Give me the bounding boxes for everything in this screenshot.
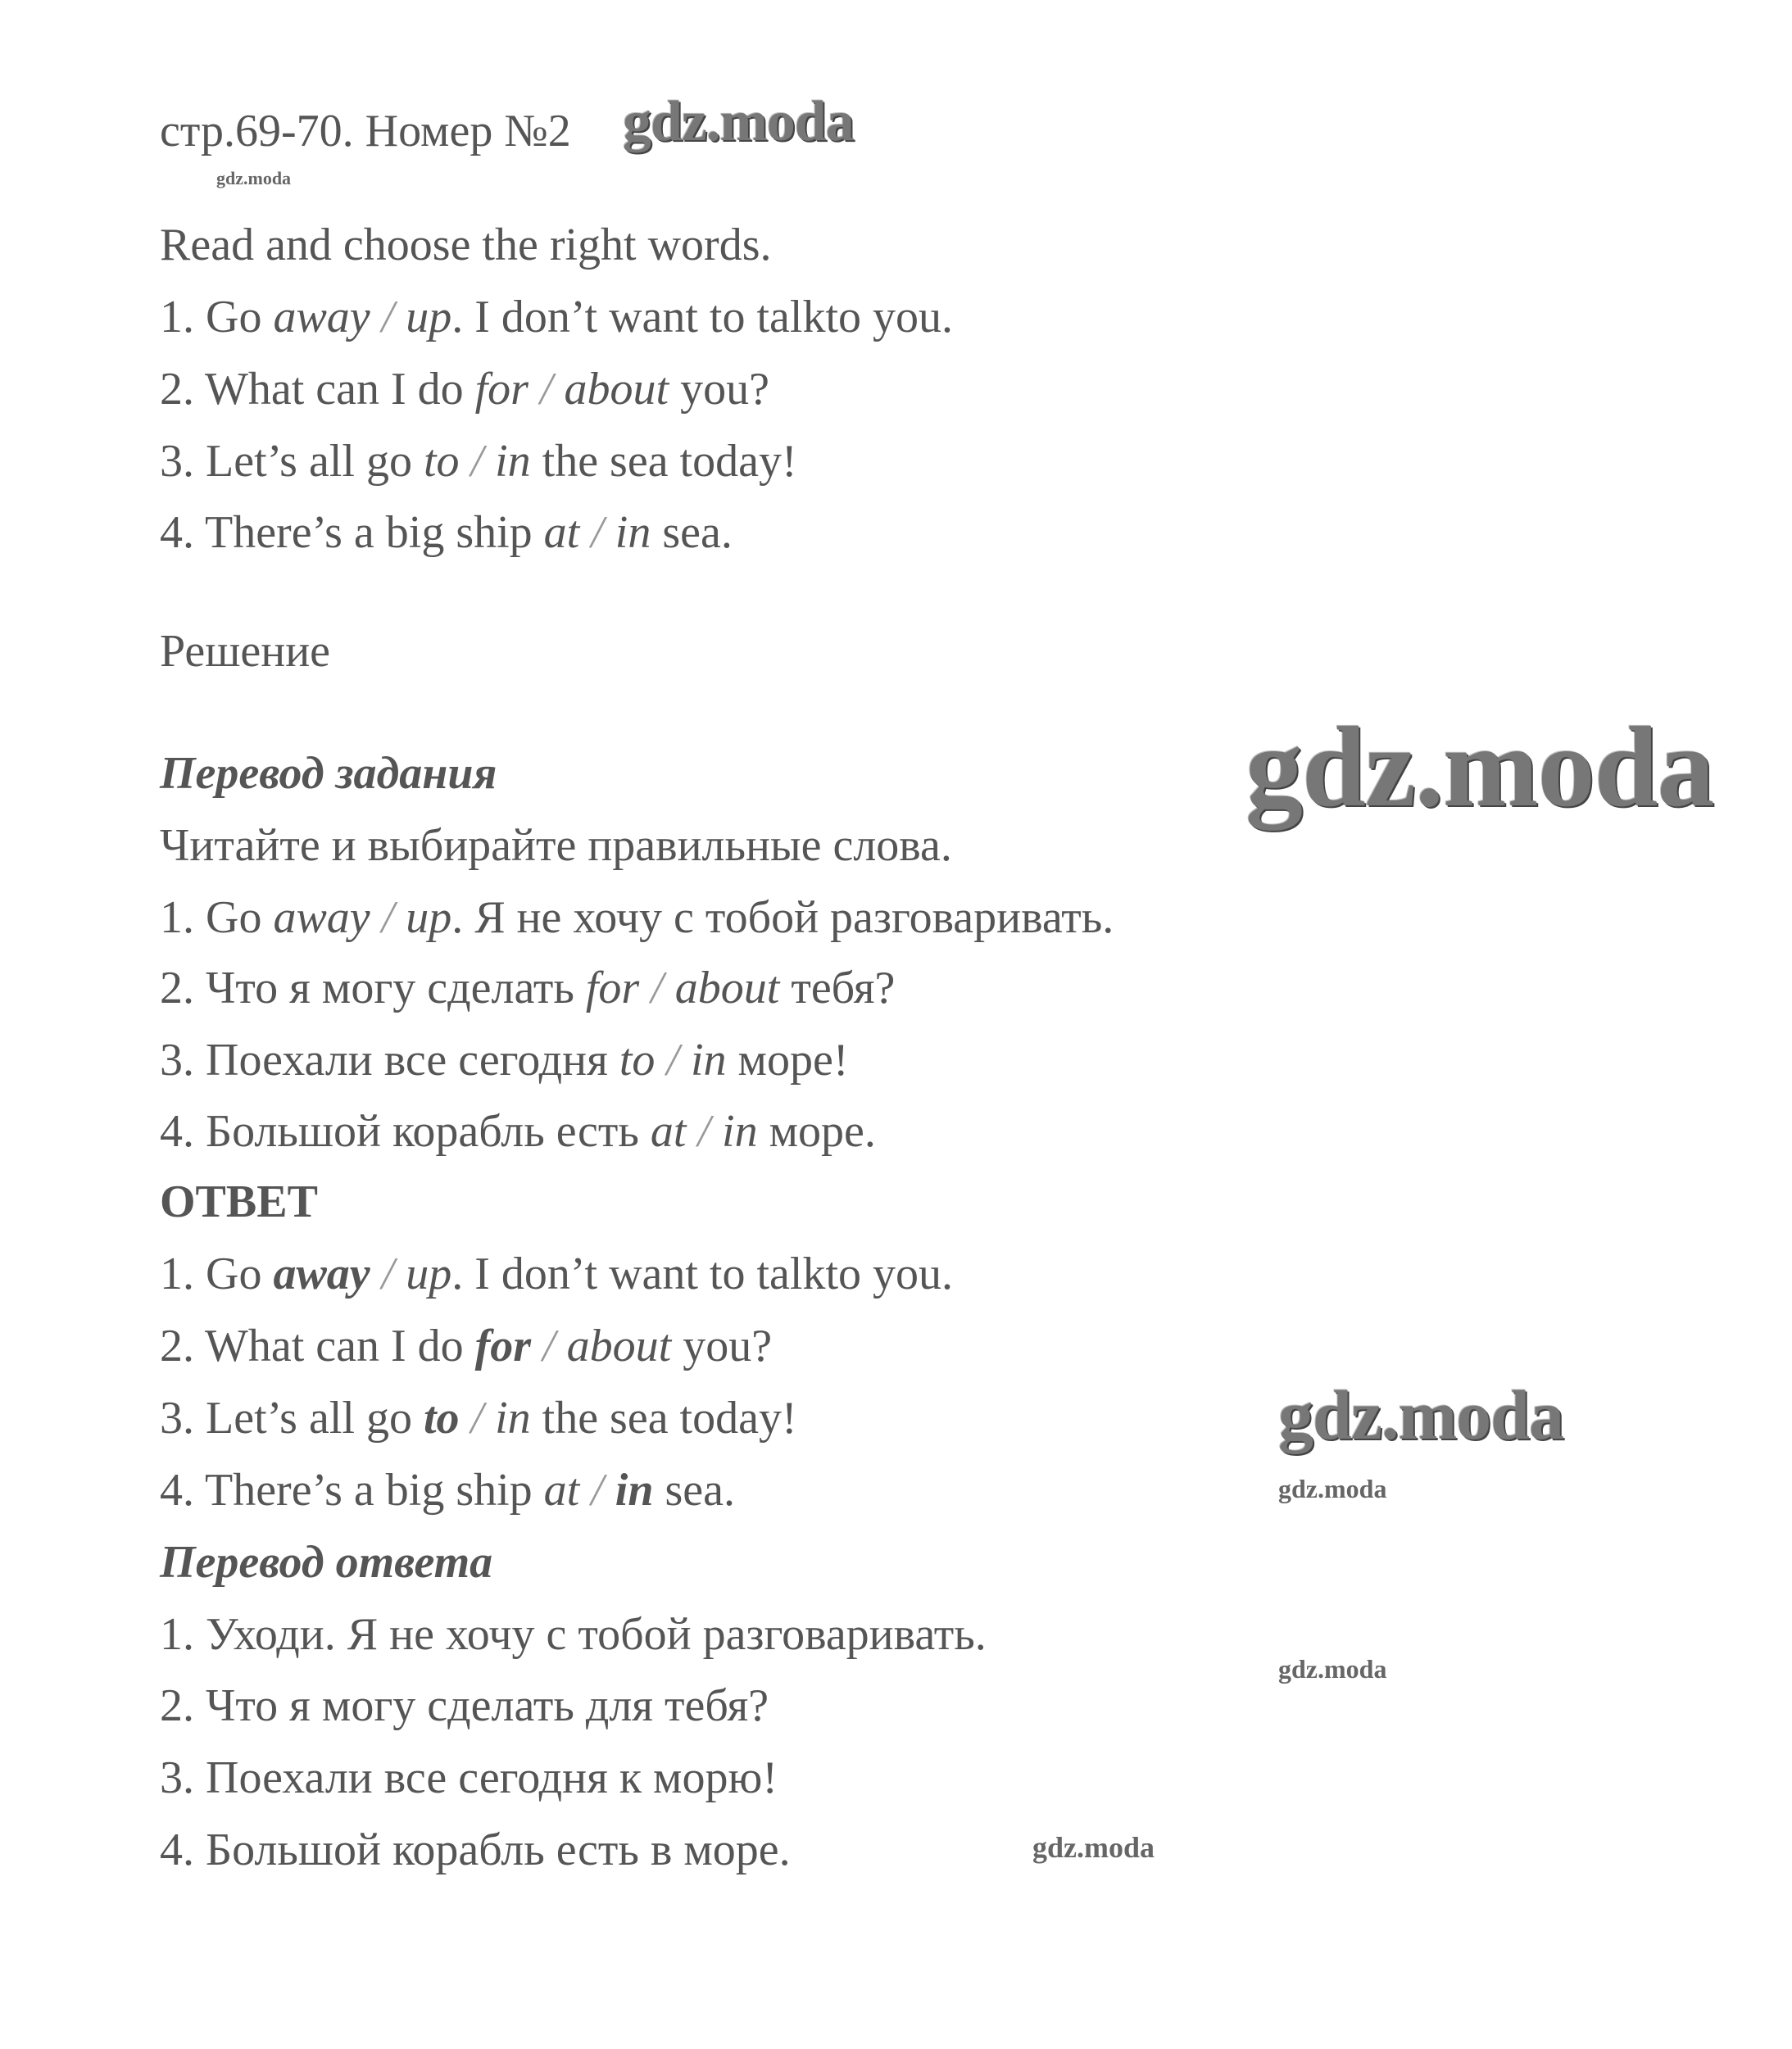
sentence-text: 2. Что я могу сделать bbox=[160, 963, 586, 1013]
option-separator: / bbox=[579, 1465, 615, 1516]
option-separator: / bbox=[579, 507, 615, 558]
sentence-text: 2. What can I do bbox=[160, 1321, 475, 1371]
option-word: up bbox=[406, 292, 452, 342]
option-word: away bbox=[273, 292, 370, 342]
sentence-text: 2. What can I do bbox=[160, 364, 475, 415]
watermark: gdz.moda bbox=[1278, 1376, 1563, 1454]
sentence-text: 1. Go bbox=[160, 892, 274, 943]
option-word: in bbox=[495, 1393, 531, 1444]
sentence-text: 1. Go bbox=[160, 292, 274, 342]
answer-item bbox=[160, 1317, 772, 1375]
task-item bbox=[160, 288, 953, 346]
answer-translation-item: 1. Уходи. Я не хочу с тобой разговаривать. bbox=[160, 1609, 987, 1660]
answer-translation-heading: Перевод ответа bbox=[160, 1537, 493, 1588]
option-word: away bbox=[273, 892, 370, 943]
option-word: in bbox=[615, 1465, 654, 1516]
option-separator: / bbox=[655, 1035, 691, 1086]
answer-heading: ОТВЕТ bbox=[160, 1176, 318, 1227]
sentence-text: море! bbox=[726, 1035, 849, 1086]
sentence-text: . I don’t want to talkto you. bbox=[451, 292, 954, 342]
sentence-text: 3. Let’s all go bbox=[160, 436, 424, 487]
watermark: gdz.moda bbox=[623, 90, 854, 153]
option-word: for bbox=[474, 364, 529, 415]
option-word: at bbox=[650, 1106, 687, 1157]
answer-translation-item: 4. Большой корабль есть в море. bbox=[160, 1825, 791, 1875]
translation-item bbox=[160, 889, 1114, 946]
option-word: about bbox=[566, 1321, 672, 1371]
option-word: up bbox=[406, 892, 452, 943]
sentence-text: you? bbox=[669, 364, 769, 415]
option-word: to bbox=[619, 1035, 656, 1086]
sentence-text: sea. bbox=[651, 507, 733, 558]
translation-item bbox=[160, 959, 895, 1017]
option-word: away bbox=[273, 1249, 370, 1299]
option-word: to bbox=[423, 1393, 460, 1444]
option-separator: / bbox=[370, 892, 406, 943]
option-separator: / bbox=[528, 364, 565, 415]
option-word: up bbox=[406, 1249, 452, 1299]
option-separator: / bbox=[639, 963, 675, 1013]
option-word: about bbox=[674, 963, 780, 1013]
option-word: in bbox=[615, 507, 651, 558]
answer-item bbox=[160, 1389, 797, 1447]
option-separator: / bbox=[459, 436, 496, 487]
sentence-text: 4. Большой корабль есть bbox=[160, 1106, 651, 1157]
sentence-text: море. bbox=[757, 1106, 876, 1157]
option-word: at bbox=[543, 507, 580, 558]
option-separator: / bbox=[370, 1249, 406, 1299]
sentence-text: the sea today! bbox=[530, 436, 797, 487]
sentence-text: . I don’t want to talkto you. bbox=[451, 1249, 954, 1299]
option-separator: / bbox=[686, 1106, 723, 1157]
option-word: in bbox=[722, 1106, 758, 1157]
sentence-text: the sea today! bbox=[530, 1393, 797, 1444]
option-word: in bbox=[690, 1035, 727, 1086]
option-word: at bbox=[543, 1465, 580, 1516]
page-title: стр.69-70. Номер №2 bbox=[160, 106, 571, 156]
solution-label: Решение bbox=[160, 626, 331, 677]
answer-translation-item: 3. Поехали все сегодня к морю! bbox=[160, 1752, 778, 1803]
translation-item bbox=[160, 1031, 849, 1089]
sentence-text: 1. Go bbox=[160, 1249, 274, 1299]
translation-heading: Перевод задания bbox=[160, 748, 497, 799]
option-word: about bbox=[564, 364, 669, 415]
option-separator: / bbox=[459, 1393, 496, 1444]
sentence-text: . Я не хочу с тобой разговаривать. bbox=[451, 892, 1114, 943]
sentence-text: 3. Let’s all go bbox=[160, 1393, 424, 1444]
watermark: gdz.moda bbox=[216, 168, 292, 188]
translation-instruction: Читайте и выбирайте правильные слова. bbox=[160, 820, 952, 871]
watermark: gdz.moda bbox=[1245, 704, 1714, 831]
task-instruction: Read and choose the right words. bbox=[160, 220, 772, 270]
sentence-text: тебя? bbox=[779, 963, 896, 1013]
task-item bbox=[160, 360, 769, 418]
task-item bbox=[160, 504, 733, 561]
option-separator: / bbox=[370, 292, 406, 342]
watermark: gdz.moda bbox=[1032, 1831, 1155, 1864]
option-word: in bbox=[495, 436, 531, 487]
answer-item bbox=[160, 1462, 735, 1519]
translation-item bbox=[160, 1103, 876, 1160]
watermark: gdz.moda bbox=[1278, 1474, 1387, 1503]
option-word: for bbox=[585, 963, 640, 1013]
sentence-text: 4. There’s a big ship bbox=[160, 1465, 544, 1516]
option-separator: / bbox=[531, 1321, 567, 1371]
answer-translation-item: 2. Что я могу сделать для тебя? bbox=[160, 1680, 769, 1731]
watermark: gdz.moda bbox=[1278, 1654, 1387, 1684]
option-word: to bbox=[423, 436, 460, 487]
task-item bbox=[160, 433, 797, 490]
sentence-text: 3. Поехали все сегодня bbox=[160, 1035, 619, 1086]
option-word: for bbox=[474, 1321, 532, 1371]
sentence-text: you? bbox=[671, 1321, 773, 1371]
answer-item bbox=[160, 1245, 953, 1303]
sentence-text: sea. bbox=[653, 1465, 736, 1516]
sentence-text: 4. There’s a big ship bbox=[160, 507, 544, 558]
